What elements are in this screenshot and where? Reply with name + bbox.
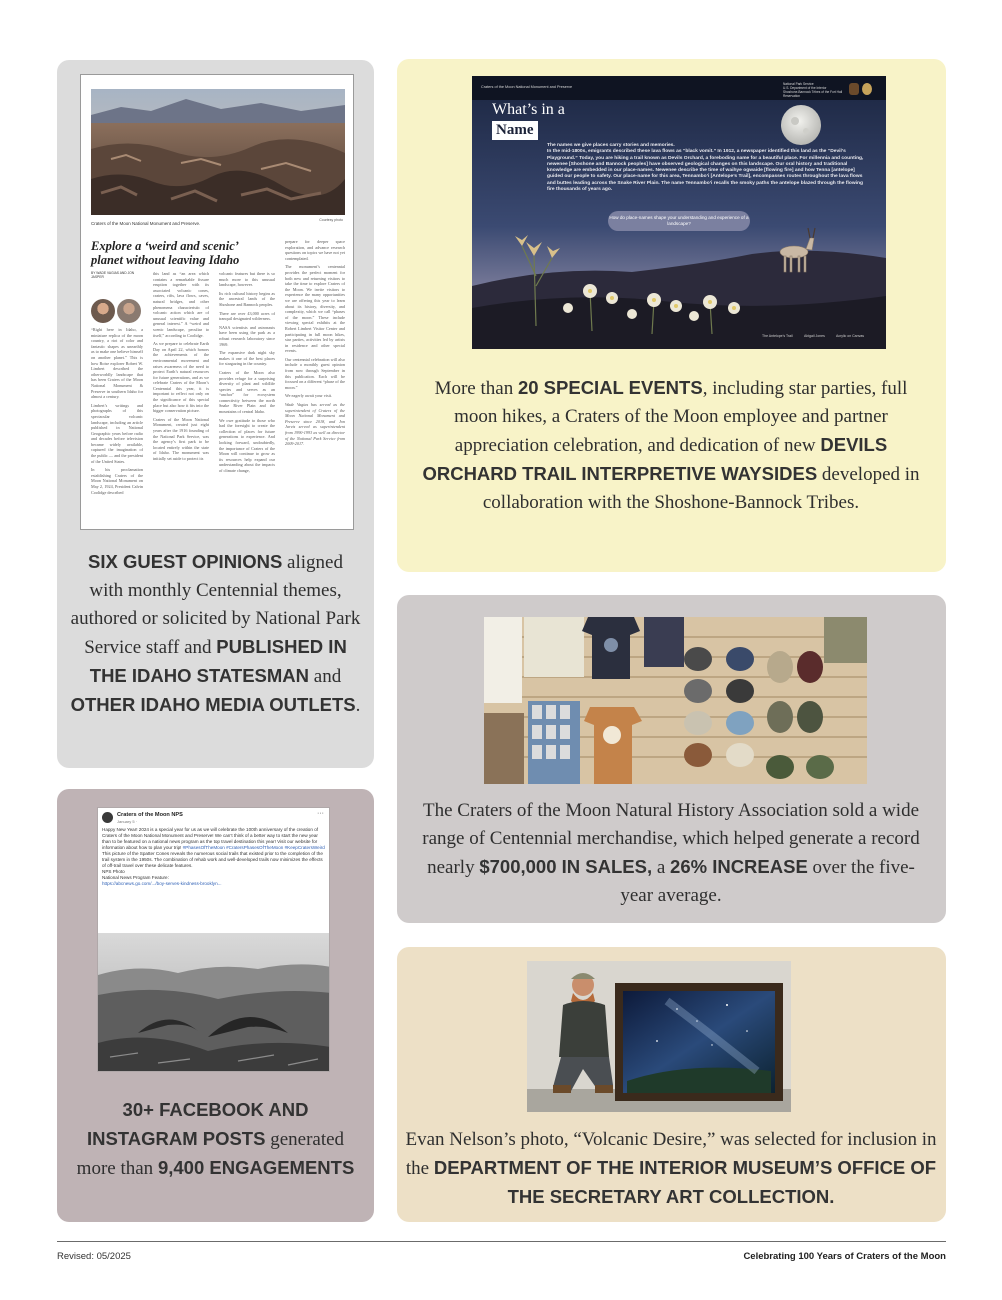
photo-caption: Craters of the Moon National Monument and Preserve. [91, 221, 201, 226]
caption-text: . [355, 695, 361, 716]
spatter-cones-photo [98, 933, 330, 1072]
agency-line: Shoshone-Bannock Tribes of the Fort Hall Reservation [783, 90, 843, 98]
post-link-label: National News Program Feature: [102, 875, 169, 880]
author-bio: Wade Vagias has served as the superintendent of Craters of the Moon National Monument and Preserve since 2018, and Jon Jarvis served as superintendent from 1990-1993 as well as director of the National Park Service from 2009-2017. [285, 402, 345, 447]
sign-title-highlight: Name [492, 121, 538, 140]
caption-text: developed in collaboration with the Shoshone-Bannock Tribes. [482, 464, 920, 513]
photo-credit: Courtesy photo [319, 218, 343, 222]
caption-highlight: OTHER IDAHO MEDIA OUTLETS [70, 694, 356, 715]
article-paragraph: “Right here in Idaho, a miniature replica of the moon country, a riot of color and fantastic shapes as unearthly as to make one believe himself on another planet.” This is how Boise explorer Robert W. Limbert described the otherworldly landscape that has been Craters of the Moon National Monument & Preserve in southern Idaho for almost a century. [91, 327, 143, 400]
article-paragraph: Limbert’s writings and photographs of this spectacular volcanic landscape, including an article published in National Geographic years before radio and decades before television became widely available, captured the imagination of the public — and the president of the United States. [91, 402, 143, 464]
caption-highlight: DEPARTMENT OF THE INTERIOR MUSEUM’S OFFICE OF THE SECRETARY ART COLLECTION. [433, 1157, 937, 1207]
caption-text: a [652, 857, 671, 878]
footer-tagline: Celebrating 100 Years of Craters of the Moon [743, 1251, 946, 1262]
article-paragraph: Craters of the Moon National Monument, created just eight years after the 1916 founding of the National Park Service, was the agency’s first park to be located entirely within the state of Idaho. The monument was initially set aside to protect its [153, 416, 209, 461]
caption-text: , including star parties, full moon hikes, a Craters of the Moon employee and partner appreciation celebration, and dedication of new [454, 378, 908, 456]
article-paragraph: Craters of the Moon also provides refuge for a surprising diversity of plant and wildlife species and serves as an “anchor” for ecosystem connectivity between the north Snake River Plain and the mountains of central Idaho. [219, 369, 275, 415]
caption-highlight: 30+ FACEBOOK AND INSTAGRAM POSTS [86, 1099, 309, 1149]
article-paragraph: Its rich cultural history begins as the ancestral lands of the Shoshone and Bannock peoples. [219, 290, 275, 307]
post-hashtags: #PhasesOfTheMoon #CratersPhasesOfTheMoon #KeepCratersWeird [182, 845, 325, 850]
sign-lead: The names we give places carry stories and memories. [547, 143, 675, 148]
article-paragraph: this land as “an area which contains a remarkable fissure eruption together with its associated volcanic cones, craters, rifts, lava flows, caves, natural bridges, and other phenomena characteristic of volcanic action which are of unusual scientific value and general interest.” A “weird and scenic landscape, peculiar to itself,” according to Coolidge. [153, 271, 209, 338]
article-paragraph: volcanic features but there is so much more to this unusual landscape, however. [219, 271, 275, 288]
agency-line: U.S. Department of the Interior [783, 86, 827, 90]
sign-park-name: Craters of the Moon National Monument and Preserve [481, 85, 573, 89]
author-photo [117, 299, 141, 323]
artist-name: Abigail Jones [804, 334, 825, 338]
tribal-seal-icon [862, 83, 872, 95]
caption-highlight: $700,000 IN SALES, [479, 856, 653, 877]
social-media-caption [70, 1096, 361, 1183]
special-events-caption [415, 374, 927, 517]
caption-text: and [309, 666, 342, 687]
sign-title: What’s in a [492, 101, 565, 118]
sign-paragraph: In the mid-1800s, emigrants described these lava flows as “black vomit.” In 1912, a newspaper identified this land as the “Devil’s Playground.” Today, you are hiking a trail known as Devils Orchard, a foreboding name for a beautiful place. For millennia and counting, newenee [Shoshone and Bannock peoples] have observed geological changes on this landscape. Our oral history and traditional knowledge are embedded in our place-names. Newenee describe the time of waihye ogwaide [flowing fire] and how Tenna [antelope] guided our people to safety. Our place-name for this area, Tennambo’i [Antelope’s Trail], encompasses routes throughout the lava flows and buttes leading across the Snake River Plain. The name Tennambo’i recalls the smoky paths the antelope blazed through the flowing fire thousands of years ago. [547, 149, 864, 193]
article-paragraph: NASA scientists and astronauts have been using the park as a robust research laboratory since 1969. [219, 324, 275, 347]
facebook-post [97, 807, 330, 1072]
nps-arrowhead-icon [849, 83, 859, 95]
article-paragraph: We eagerly await your visit. [285, 393, 332, 399]
caption-text: aligned with monthly Centennial themes, authored or solicited by National Park Service staff and [70, 552, 361, 658]
page-name: Craters of the Moon NPS [117, 812, 183, 818]
footer-divider [57, 1241, 946, 1242]
caption-highlight: SIX GUEST OPINIONS [88, 551, 283, 572]
photographer-with-framed-photo [527, 961, 791, 1112]
post-link: https://abcnews.go.com/.../boy-serves-kindness-brooklyn... [102, 881, 222, 886]
sign-body-text [547, 143, 865, 193]
revision-date: Revised: 05/2025 [57, 1251, 131, 1262]
caption-text: The Craters of the Moon Natural History Association sold a wide range of Centennial merchandise, which helped generate a record nearly [422, 800, 920, 878]
article-paragraph: Our centennial celebration will also include a monthly guest opinion from now through September in this publication. Each will be focused on a different “phase of the moon.” [285, 356, 345, 390]
artwork-title: The Antelope’s Trail [762, 334, 793, 338]
article-headline: Explore a ‘weird and scenic’ planet without leaving Idaho [91, 239, 240, 267]
article-column-3 [219, 271, 275, 527]
newspaper-clipping [80, 74, 354, 530]
caption-highlight: DEVILS ORCHARD TRAIL INTERPRETIVE WAYSIDES [422, 434, 888, 484]
post-date: January 5 · [117, 819, 138, 824]
caption-highlight: PUBLISHED IN THE IDAHO STATESMAN [89, 636, 347, 686]
agency-line: National Park Service [783, 82, 814, 86]
caption-highlight: 20 SPECIAL EVENTS [517, 377, 703, 398]
article-paragraph: In his proclamation establishing Craters of the Moon National Monument on May 2, 1924, President Calvin Coolidge described [91, 467, 143, 495]
post-photo-credit: NPS Photo [102, 869, 125, 874]
article-paragraph: prepare for deeper space exploration, and advance research questions on topics we have not yet contemplated. [285, 239, 345, 261]
article-paragraph: As we prepare to celebrate Earth Day on April 22, which honors the achievements of the environmental movement and raises awareness of the need to protect Earth’s natural resources for future generations, and as we celebrate Craters of the Moon’s Centennial this year, it is important to reflect not only on the significance of this special place but also how it fits into the bigger conservation picture. [153, 341, 209, 414]
gift-shop-photo [484, 617, 867, 784]
more-options-icon: ··· [317, 810, 324, 817]
merchandise-caption [415, 797, 927, 910]
author-photo [91, 299, 115, 323]
article-paragraph: The expansive dark night sky makes it one of the best places for stargazing in the country. [219, 350, 275, 367]
caption-highlight: 9,400 ENGAGEMENTS [157, 1157, 355, 1178]
post-text [102, 827, 326, 887]
caption-text: generated more than [76, 1129, 345, 1179]
article-column-2 [153, 271, 209, 527]
lava-landscape-photo [91, 89, 345, 215]
post-paragraph: Happy New Year! 2024 is a special year for us as we will celebrate the 100th anniversary of the creation of Craters of the Moon National Monument and Preserve! We can’t think of a better way to start the new year than to be featured on a national news program as the top travel destination this year! Visit our website for information about how to plan your trip! [102, 827, 319, 850]
caption-text: More than [434, 378, 518, 399]
caption-highlight: 26% INCREASE [670, 856, 808, 877]
page-avatar [102, 812, 113, 823]
interpretive-wayside-sign [472, 76, 886, 349]
sign-question-bubble: How do place-names shape your understanding and experience of a landscape? [608, 211, 750, 231]
guest-opinions-caption [70, 548, 361, 720]
article-paragraph: There are over 43,000 acres of tranquil designated wilderness. [219, 310, 275, 322]
artwork-medium: Acrylic on Canvas [836, 334, 865, 338]
post-paragraph: This picture of the Spatter Cones reveals the numerous social trails that existed prior to the completion of the trail system in the 1950s. The combination of rehab work and well-developed trails now minimizes the effects of off-trail travel over these delicate features. [102, 851, 323, 868]
caption-text: over the five-year average. [620, 857, 915, 906]
article-paragraph: The monument’s centennial provides the perfect moment for both new and returning visitors to take the time to explore Craters of the Moon. We invite visitors to experience the many opportunities we are offering this year to learn about its history, diversity, and complexity, which we call “phases of the moon.” These include viewing special exhibits at the Robert Limbert Visitor Center and participating in full moon hikes, star parties, activities led by artists in residence and other special events. [285, 264, 345, 354]
caption-text: Evan Nelson’s photo, “Volcanic Desire,” was selected for inclusion in the [405, 1129, 937, 1179]
art-collection-caption [400, 1126, 942, 1212]
article-paragraph: We owe gratitude to those who had the foresight to create the collection of places for future generations to experience. And looking forward, undoubtedly, the importance of Craters of the Moon will continue to grow as its resources help expand our understanding about the impacts of climate change, [219, 417, 275, 473]
article-byline: BY WADE VAGIAS AND JON JASPER [91, 271, 135, 279]
article-column-4 [285, 239, 345, 527]
article-column-1 [91, 327, 143, 527]
sign-agency-credits [783, 82, 849, 98]
